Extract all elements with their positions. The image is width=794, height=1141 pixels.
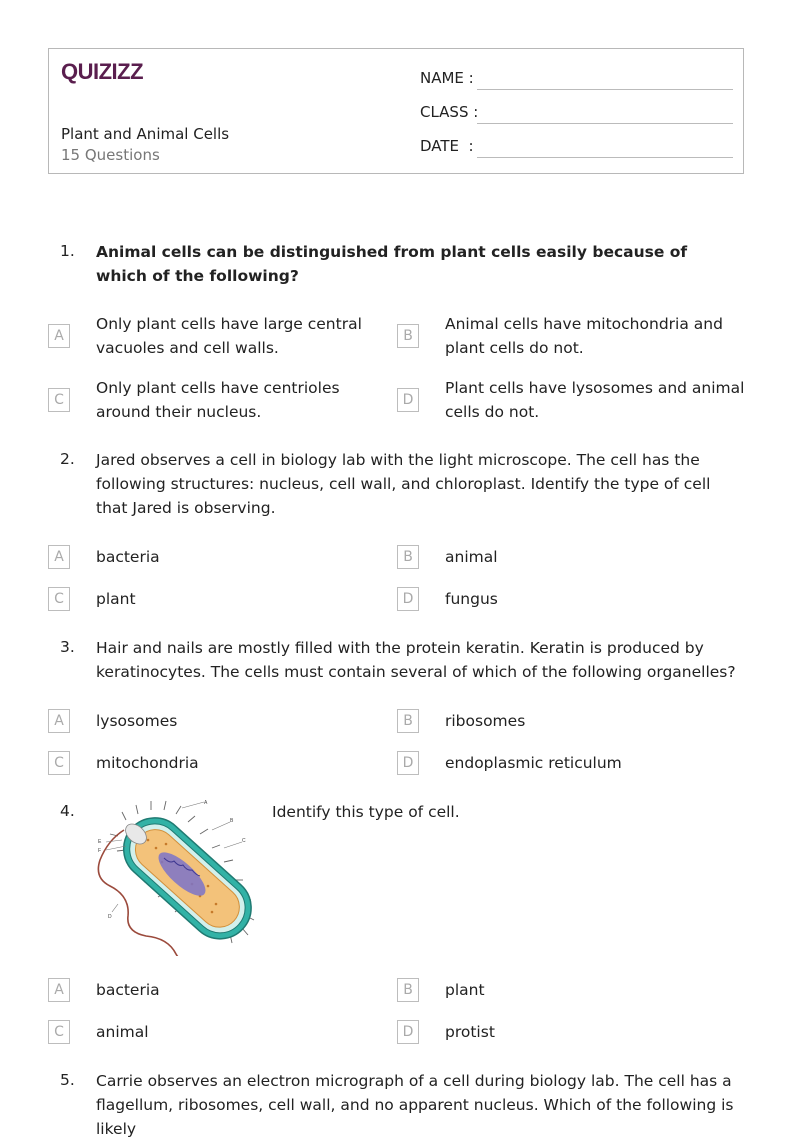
option-text: ribosomes: [445, 712, 526, 730]
option-letter[interactable]: B: [397, 978, 419, 1002]
diagram-label: F: [98, 848, 102, 854]
option-letter[interactable]: D: [397, 1020, 419, 1044]
class-label: CLASS :: [420, 103, 479, 121]
option-text: plant: [96, 590, 136, 608]
date-line[interactable]: [477, 157, 733, 158]
option-letter[interactable]: D: [397, 751, 419, 775]
option-text: endoplasmic reticulum: [445, 754, 622, 772]
option-letter[interactable]: A: [48, 978, 70, 1002]
question-number: 2.: [60, 450, 75, 468]
option-text: plant: [445, 981, 485, 999]
option-letter[interactable]: C: [48, 587, 70, 611]
diagram-label: D: [108, 914, 112, 920]
option-letter[interactable]: B: [397, 545, 419, 569]
worksheet-title: Plant and Animal Cells: [61, 125, 230, 143]
class-line[interactable]: [477, 123, 733, 124]
diagram-label: B: [230, 818, 234, 824]
question-number: 4.: [60, 802, 75, 820]
option-text: bacteria: [96, 981, 160, 999]
option-text: fungus: [445, 590, 498, 608]
option-text: lysosomes: [96, 712, 178, 730]
diagram-label: C: [242, 838, 246, 844]
svg-text:QUIZIZZ: QUIZIZZ: [61, 59, 144, 84]
question-number: 5.: [60, 1071, 75, 1089]
question-text: Animal cells can be distinguished from plant cells easily because of which of the following?: [96, 243, 688, 285]
option-text: Animal cells have mitochondria and plant cells do not.: [445, 315, 723, 357]
diagram-label: A: [204, 800, 208, 806]
option-text: animal: [445, 548, 498, 566]
option-text: Only plant cells have centrioles around their nucleus.: [96, 379, 340, 421]
worksheet-header: [48, 48, 744, 174]
name-label: NAME :: [420, 69, 474, 87]
option-letter[interactable]: A: [48, 545, 70, 569]
option-text: animal: [96, 1023, 149, 1041]
option-text: Only plant cells have large central vacuoles and cell walls.: [96, 315, 362, 357]
question-number: 3.: [60, 638, 75, 656]
option-text: mitochondria: [96, 754, 199, 772]
option-letter[interactable]: D: [397, 388, 419, 412]
option-letter[interactable]: A: [48, 324, 70, 348]
question-count: 15 Questions: [61, 146, 160, 164]
quizizz-logo: [61, 57, 151, 87]
question-text: Identify this type of cell.: [272, 803, 460, 821]
question-text: Jared observes a cell in biology lab with the light microscope. The cell has the following structures: nucleus, cell wall, and chloroplast. Identify the type of cell that Jared is observing.: [96, 451, 711, 517]
option-letter[interactable]: B: [397, 324, 419, 348]
option-letter[interactable]: A: [48, 709, 70, 733]
option-text: bacteria: [96, 548, 160, 566]
option-letter[interactable]: B: [397, 709, 419, 733]
option-letter[interactable]: C: [48, 751, 70, 775]
option-text: protist: [445, 1023, 495, 1041]
bacterial-cell-diagram: [96, 800, 258, 956]
question-text: Carrie observes an electron micrograph of a cell during biology lab. The cell has a flagellum, ribosomes, cell wall, and no apparent nucleus. Which of the following is likely: [96, 1072, 734, 1138]
question-text: Hair and nails are mostly filled with the protein keratin. Keratin is produced by keratinocytes. The cells must contain several of which of the following organelles?: [96, 639, 736, 681]
option-text: Plant cells have lysosomes and animal cells do not.: [445, 379, 745, 421]
question-number: 1.: [60, 242, 75, 260]
date-label: DATE :: [420, 137, 474, 155]
option-letter[interactable]: C: [48, 388, 70, 412]
option-letter[interactable]: C: [48, 1020, 70, 1044]
option-letter[interactable]: D: [397, 587, 419, 611]
diagram-label: E: [98, 839, 102, 845]
name-line[interactable]: [477, 89, 733, 90]
